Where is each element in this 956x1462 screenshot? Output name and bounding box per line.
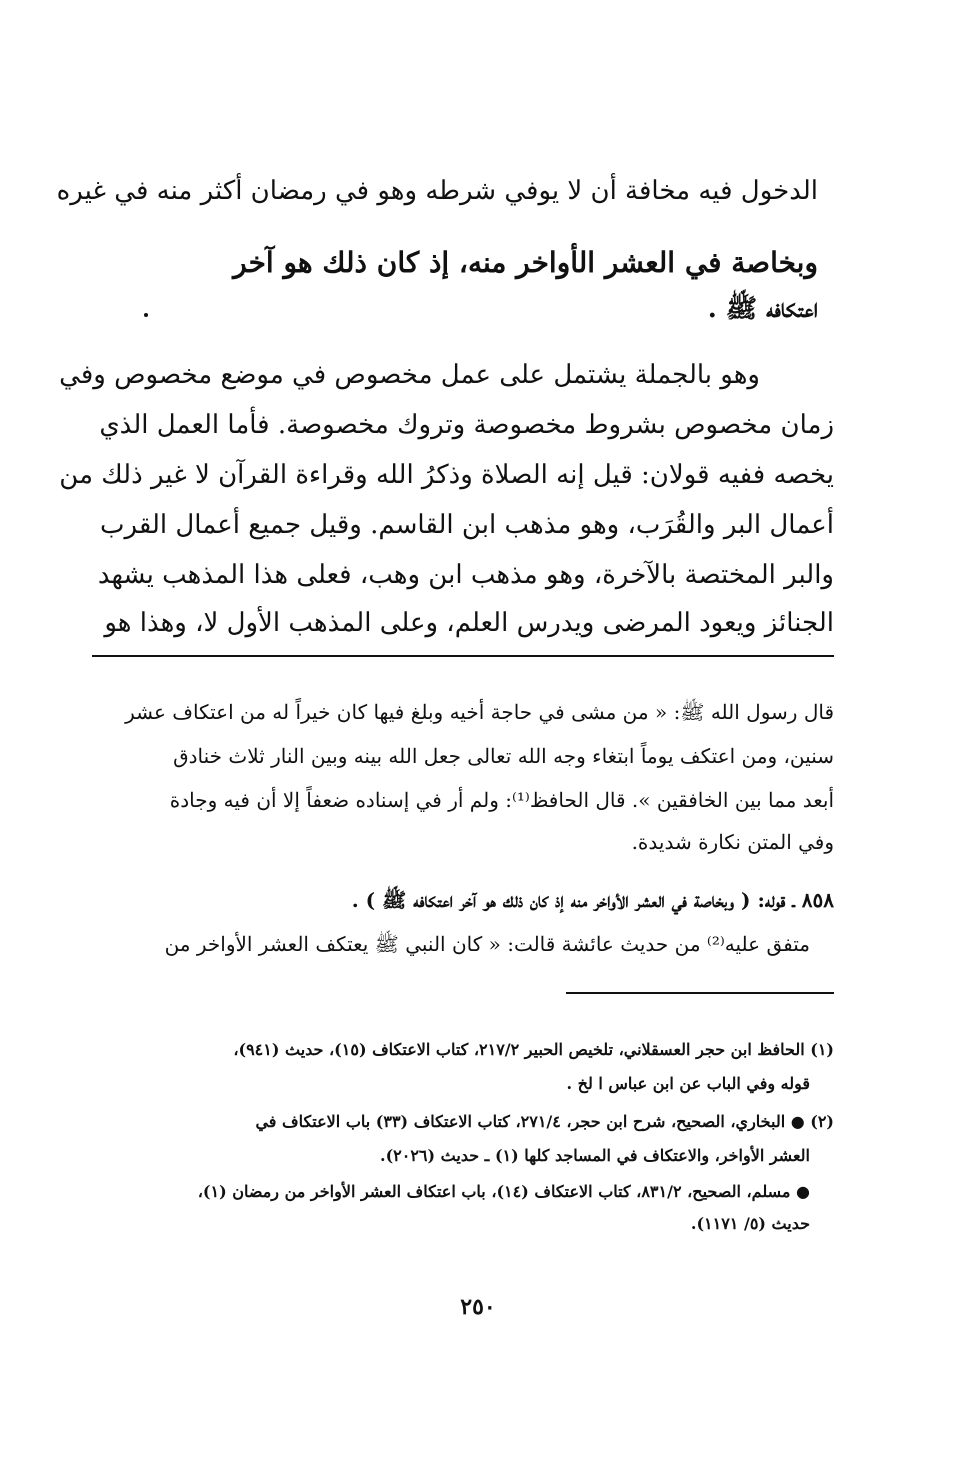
main-line-2: زمان مخصوص بشروط مخصوصة وتروك مخصوصة. فأما العمل الذي <box>99 410 834 440</box>
commentary-line-3: أبعد مما بين الخافقين ». قال الحافظ⁽¹⁾: ولم أر في إسناده ضعفاً إلا أن فيه وجادة <box>169 788 834 812</box>
intro-line-2: وبخاصة في العشر الأواخر منه، إذ كان ذلك هو آخر <box>233 246 818 279</box>
stray-dot <box>144 313 148 317</box>
intro-line-3: اعتكافه ﷺ . <box>707 294 818 324</box>
footnote-2-line-1: (٢) ● البخاري، الصحيح، شرح ابن حجر، ٢٧١/٤، كتاب الاعتكاف (٣٣) باب الاعتكاف في <box>255 1112 834 1131</box>
entry-858-line-2: متفق عليه⁽²⁾ من حديث عائشة قالت: « كان النبي ﷺ يعتكف العشر الأواخر من <box>164 932 810 956</box>
page-number: ٢٥٠ <box>460 1294 496 1320</box>
footnote-2-line-2: العشر الأواخر، والاعتكاف في المساجد كلها (١) ـ حديث (٢٠٢٦). <box>380 1146 810 1165</box>
main-line-1: وهو بالجملة يشتمل على عمل مخصوص في موضع مخصوص وفي <box>59 360 760 390</box>
main-separator <box>92 655 834 657</box>
main-line-6: الجنائز ويعود المرضى ويدرس العلم، وعلى المذهب الأول لا، وهذا هو <box>104 608 834 638</box>
intro-line-1: الدخول فيه مخافة أن لا يوفي شرطه وهو في رمضان أكثر منه في غيره <box>56 176 818 206</box>
footnote-separator <box>566 992 834 994</box>
main-line-5: والبر المختصة بالآخرة، وهو مذهب ابن وهب، فعلى هذا المذهب يشهد <box>97 560 834 590</box>
commentary-line-2: سنين، ومن اعتكف يوماً ابتغاء وجه الله تعالى جعل الله بينه وبين النار ثلاث خنادق <box>173 744 834 768</box>
commentary-line-1: قال رسول الله ﷺ: « من مشى في حاجة أخيه وبلغ فيها كان خيراً له من اعتكاف عشر <box>125 700 834 724</box>
footnote-1-line-2: قوله وفي الباب عن ابن عباس ا لخ . <box>566 1074 810 1093</box>
commentary-line-4: وفي المتن نكارة شديدة. <box>631 830 834 854</box>
footnote-2-line-3: ● مسلم، الصحيح، ٨٣١/٢، كتاب الاعتكاف (١٤)، باب اعتكاف العشر الأواخر من رمضان (١)، <box>197 1182 810 1201</box>
footnote-2-line-4: حديث (٥/ ١١٧١). <box>690 1214 810 1233</box>
entry-858-heading: ٨٥٨ ـ قوله: ( وبخاصة في العشر الأواخر منه إذ كان ذلك هو آخر اعتكافه ﷺ ) . <box>351 888 834 912</box>
main-line-4: أعمال البر والقُرَب، وهو مذهب ابن القاسم. وقيل جميع أعمال القرب <box>100 510 834 540</box>
main-line-3: يخصه ففيه قولان: قيل إنه الصلاة وذكرُ الله وقراءة القرآن لا غير ذلك من <box>59 460 834 490</box>
footnote-1-line-1: (١) الحافظ ابن حجر العسقلاني، تلخيص الحبير ٢١٧/٢، كتاب الاعتكاف (١٥)، حديث (٩٤١)، <box>233 1040 834 1059</box>
